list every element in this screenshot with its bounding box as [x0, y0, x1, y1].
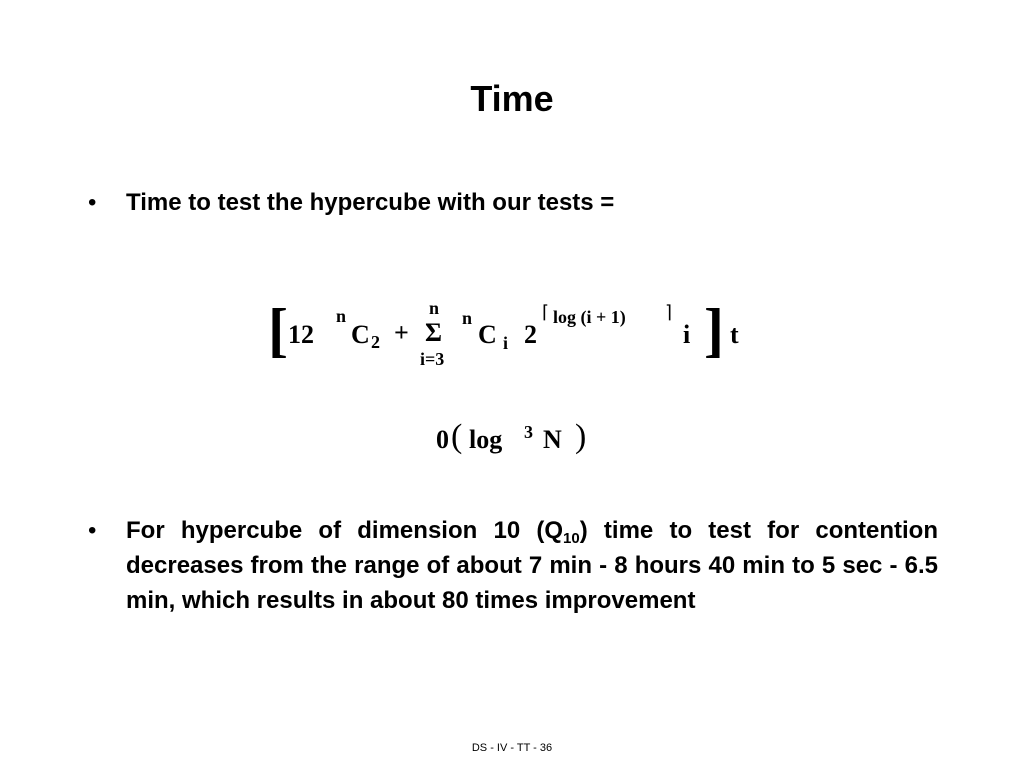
- complexity-paren-open: (: [451, 418, 463, 455]
- formula-combination-c-1: C: [351, 320, 370, 349]
- formula-index-i: i: [683, 320, 691, 349]
- formula-exponent: log (i + 1): [553, 307, 626, 327]
- formula-n-superscript-1: n: [336, 306, 347, 326]
- bullet2-text-b: ) time to test for contention decreases from the range of about 7 min - 8 hours 40 min to 5 sec - 6.5 min, which results in about 80 times improvement: [126, 517, 939, 614]
- formula-sum-lower-limit: i=3: [420, 349, 445, 369]
- formula-ceiling-open: ⌈: [542, 302, 550, 322]
- bullet-item-1: [88, 185, 938, 220]
- bullet-marker: •: [88, 189, 97, 216]
- bullet-text-2: [126, 513, 938, 618]
- formula-subscript-2: 2: [371, 332, 380, 352]
- bullet-text-1: Time to test the hypercube with our tests =: [126, 189, 615, 216]
- complexity-zero: 0: [436, 425, 449, 454]
- formula-sigma: Σ: [425, 318, 442, 347]
- formula-t: t: [730, 320, 739, 349]
- formula-combination-c-2: C: [478, 320, 497, 349]
- q-subscript: 10: [563, 530, 580, 547]
- formula-coefficient: 12: [288, 320, 314, 349]
- formula-n-superscript-2: n: [462, 308, 473, 328]
- formula-subscript-i: i: [503, 333, 509, 353]
- slide-title: Time: [470, 78, 554, 119]
- bullet2-text-a: For hypercube of dimension 10 (Q: [126, 517, 564, 544]
- complexity-power: 3: [524, 422, 533, 442]
- complexity-n: N: [543, 425, 562, 454]
- formula-base-two: 2: [524, 320, 537, 349]
- bullet-item-2: [88, 513, 938, 618]
- formula-ceiling-close: ⌉: [665, 302, 673, 322]
- formula-sum-upper-limit: n: [429, 298, 440, 318]
- complexity-log: log: [469, 425, 503, 454]
- formula-plus: +: [394, 318, 409, 347]
- formula-open-bracket: [: [268, 297, 288, 363]
- formula-close-bracket: ]: [704, 297, 724, 363]
- slide-footer: DS - IV - TT - 36: [471, 742, 553, 754]
- complexity-paren-close: ): [575, 418, 587, 455]
- bullet-marker: •: [88, 517, 97, 544]
